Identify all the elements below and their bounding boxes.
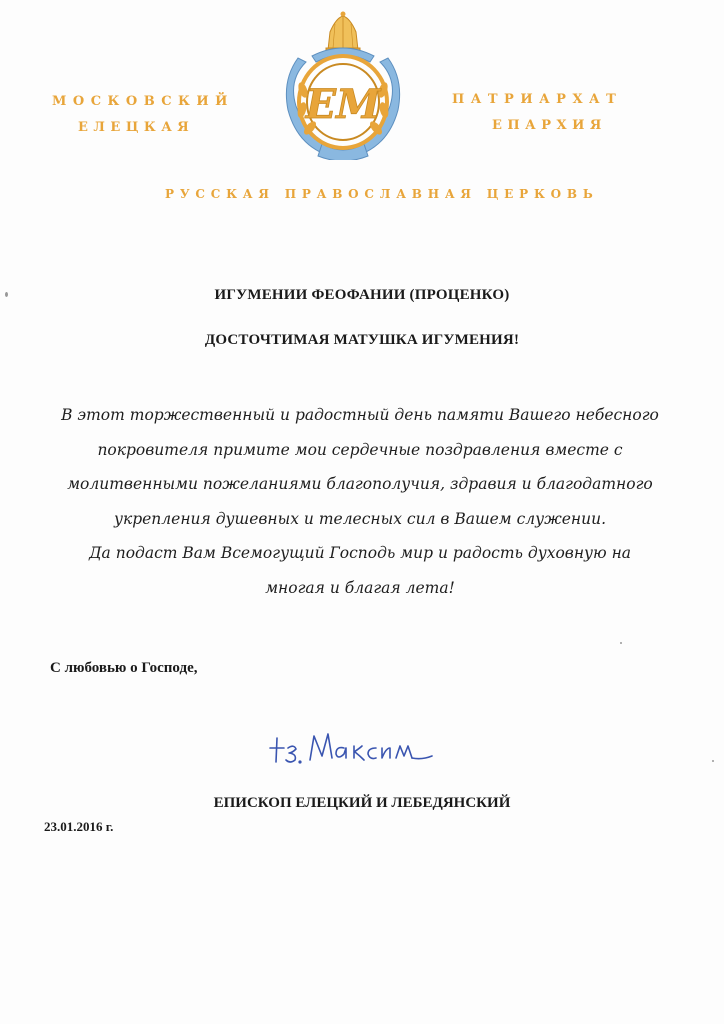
greeting-line: ДОСТОЧТИМАЯ МАТУШКА ИГУМЕНИЯ! [204,332,520,348]
letterhead-left-line2: ЕЛЕЦКАЯ [78,120,195,135]
body-line: В этот торжественный и радостный день памяти Вашего небесного [61,406,659,424]
scan-speck [712,760,714,762]
letter-date: 23.01.2016 г. [44,819,114,834]
body-line: многая и благая лета! [265,578,455,597]
letter-body [40,398,680,605]
scan-speck [620,642,622,644]
body-line: покровителя примите мои сердечные поздравления вместе с [97,440,623,459]
body-line: Да подаст Вам Всемогущий Господь мир и радость духовную на [88,544,632,562]
handwritten-signature [262,718,442,778]
signatory-position: ЕПИСКОП ЕЛЕЦКИЙ И ЛЕБЕДЯНСКИЙ [213,795,511,811]
letterhead-left-line1: МОСКОВСКИЙ [52,94,234,109]
diocese-emblem-icon [276,10,410,160]
scan-speck [5,292,8,297]
body-line: молитвенными пожеланиями благополучия, здравия и благодатного [67,475,653,493]
letterhead-right-line1: ПАТРИАРХАТ [452,92,623,107]
closing-line: С любовью о Господе, [50,660,198,676]
addressee-line: ИГУМЕНИИ ФЕОФАНИИ (ПРОЦЕНКО) [214,287,510,303]
letterhead-right-line2: ЕПАРХИЯ [492,118,607,133]
svg-text:ЕМ: ЕМ [305,81,381,128]
letterhead-church-name: РУССКАЯ ПРАВОСЛАВНАЯ ЦЕРКОВЬ [165,187,599,201]
body-line: укрепления душевных и телесных сил в Вашем служении. [113,509,607,528]
